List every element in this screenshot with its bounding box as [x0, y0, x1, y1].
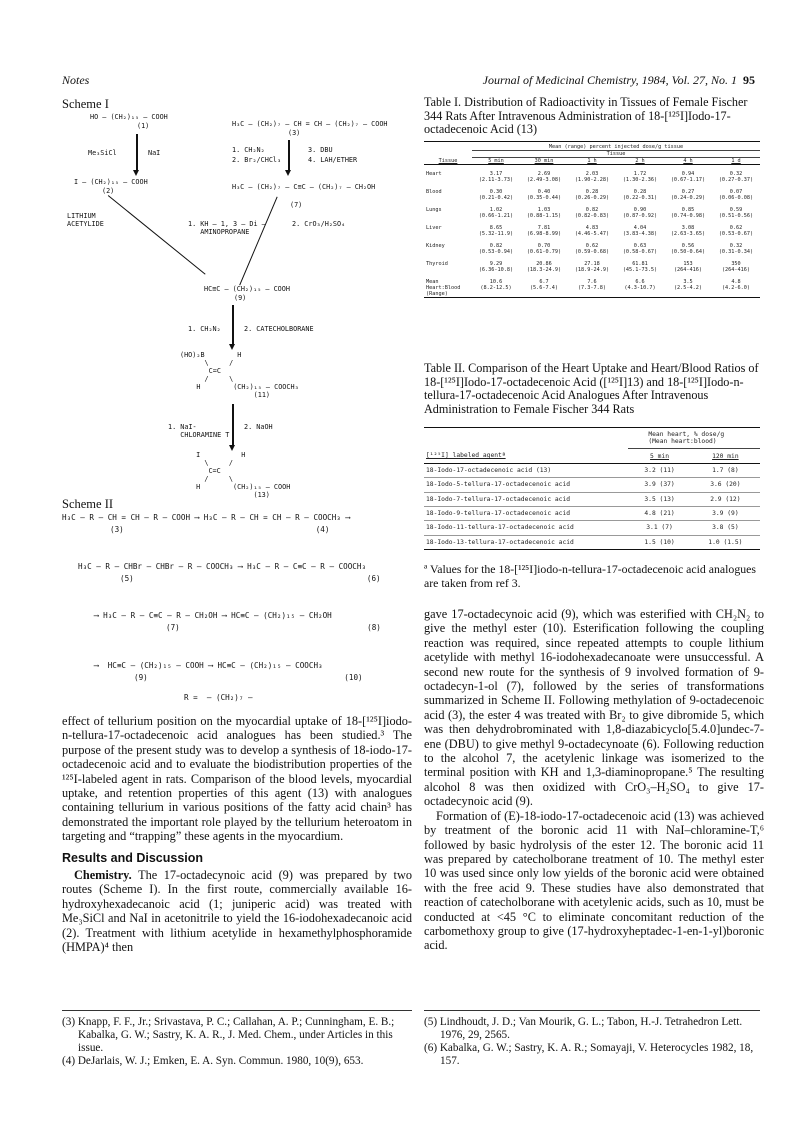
table-1-cell — [616, 219, 664, 237]
reagent-catecholborane: 2. CATECHOLBORANE — [244, 325, 314, 333]
cell-range: (18.9-24.9) — [574, 267, 610, 273]
cell-mean: 8.65 — [489, 225, 503, 231]
cell-mean: 9.29 — [489, 261, 503, 267]
scheme-2-line-3-labels: (7) (8) — [166, 623, 381, 632]
cell-range: (18.3-24.9) — [526, 267, 562, 273]
cell-mean: 27.18 — [584, 261, 600, 267]
table-row — [424, 219, 760, 237]
table-1-cell — [568, 255, 616, 273]
table-1-cell — [616, 201, 664, 219]
cell-mean: 4.04 — [633, 225, 647, 231]
footnote-rule-left — [62, 1010, 412, 1011]
cell-range: (0.82-0.83) — [574, 213, 610, 219]
paragraph-formation: Formation of (E)-18-iodo-17-octadecenoic acid (13) was achieved by treatment of the boronic acid 11 with NaI–chloramine-T,⁶ followed by basic hydrolysis of the ester 12. The boronic acid 11 was prepared by catecholborane treatment of 10. The methyl ester 10 was used since only low yields of the boronic acid were obtained with the free acid 9. These studies have also demonstrated that reaction of catecholborane with acetylenic acids, such as 10, must be conducted at <45 °C to eliminate concomitant reduction of the carbomethoxy group to give (17-hydroxyheptadec-1-en-1-yl)boronic acid. — [424, 808, 764, 953]
table-2-value: 3.6 (20) — [710, 481, 741, 489]
scheme-1-title: Scheme I — [62, 97, 109, 111]
table-row — [424, 183, 760, 201]
cell-range: (0.24-0.29) — [670, 195, 706, 201]
table-row — [424, 165, 760, 184]
table-row — [424, 492, 760, 506]
reagent-cro3: 2. CrO₃/H₂SO₄ — [292, 220, 346, 228]
table-1-span-header: Mean (range) percent injected dose/g tissue — [472, 144, 760, 151]
table-2-value: 2.9 (12) — [710, 495, 741, 503]
cell-range: (8.2-12.5) — [480, 285, 512, 291]
table-1-cell — [568, 273, 616, 298]
cell-mean: 2.69 — [537, 171, 551, 177]
cell-mean: 3.17 — [489, 171, 503, 177]
table-2-group-header: Mean heart, % dose/g (Mean heart:blood) — [628, 428, 760, 449]
cell-range: (0.59-0.68) — [574, 249, 610, 255]
reagent-nai: NaI — [148, 149, 161, 157]
cell-range: (0.06-0.08) — [718, 195, 754, 201]
cell-mean: 1.72 — [633, 171, 647, 177]
table-1-cell — [520, 219, 568, 237]
table-1-col-header: 30 min — [534, 158, 554, 164]
cell-mean: 6.7 — [539, 279, 549, 285]
table-2-footnote: ª Values for the 18-[¹²⁵I]iodo-n-tellura-17-octadecenoic acid analogues are taken from ref 3. — [424, 562, 756, 590]
table-1-cell — [472, 165, 520, 184]
table-1-cell — [568, 183, 616, 201]
cell-range: (5.6-7.4) — [529, 285, 559, 291]
cell-range: (0.87-0.92) — [622, 213, 658, 219]
table-1-cell — [568, 201, 616, 219]
cell-range: (264-416) — [721, 267, 751, 273]
cell-range: (0.88-1.15) — [526, 213, 562, 219]
cell-mean: 350 — [731, 261, 741, 267]
table-1-cell — [472, 273, 520, 298]
cell-range: (0.74-0.98) — [670, 213, 706, 219]
table-1-tissue-name: Mean Heart:Blood (Range) — [426, 279, 461, 297]
table-1-cell — [520, 183, 568, 201]
table-2-value: 1.7 (8) — [712, 466, 739, 474]
scheme-2-line-4: ⟶ HC≡C – (CH₂)₁₅ – COOH ⟶ HC≡C – (CH₂)₁₅ – COOCH₃ — [94, 661, 323, 670]
table-1-cell — [712, 255, 760, 273]
table-2-agent: 18-Iodo-9-tellura-17-octadecenoic acid — [426, 510, 571, 518]
table-2-value: 1.5 (10) — [644, 538, 675, 546]
table-2-value: 1.0 (1.5) — [708, 538, 743, 546]
cell-mean: 0.82 — [585, 207, 599, 213]
table-2-col-agent: [¹²⁵I] labeled agentª — [426, 452, 506, 460]
cell-range: (4.2-6.0) — [721, 285, 751, 291]
table-1-cell — [712, 273, 760, 298]
table-1-cell — [616, 237, 664, 255]
cell-range: (1.30-2.36) — [622, 177, 658, 183]
cell-mean: 7.81 — [537, 225, 551, 231]
table-1-cell — [616, 255, 664, 273]
cell-mean: 0.32 — [729, 243, 743, 249]
cell-mean: 0.94 — [681, 171, 695, 177]
table-row — [424, 506, 760, 520]
table-2-value: 3.5 (13) — [644, 495, 675, 503]
section-heading: Results and Discussion — [62, 850, 204, 865]
table-2-agent: 18-Iodo-17-octadecenoic acid (13) — [426, 466, 552, 474]
cell-range: (0.35-0.44) — [526, 195, 562, 201]
cell-range: (4.46-5.47) — [574, 231, 610, 237]
cell-mean: 153 — [683, 261, 693, 267]
table-1-cell — [616, 273, 664, 298]
compound-7-label: (7) — [290, 201, 303, 209]
cell-mean: 20.86 — [536, 261, 552, 267]
cell-range: (45.1-73.5) — [622, 267, 658, 273]
table-row — [424, 273, 760, 298]
table-2-col-5min: 5 min — [650, 452, 670, 460]
cell-range: (4.3-10.7) — [624, 285, 656, 291]
compound-7: H₃C – (CH₂)₇ – C≡C – (CH₂)₇ – CH₂OH — [232, 183, 376, 191]
table-1-tissue-name: Heart — [426, 171, 442, 177]
footnote-rule-right — [424, 1010, 760, 1011]
paragraph-synthesis: gave 17-octadecynoic acid (9), which was esterified with CH₂N₂ to give the methyl ester (10). Esterification following the coupling reaction was required, since repeated attempts to couple lithium acetylide with methyl 16-iodohexadecanoate were unsuccessful. A second new route for the synthesis of 9 involved formation of 9-octadecyn-1-ol (7), followed by the series of transformations summarized in Scheme II. Following methylation of 9-octadecenoic acid (3), the ester 4 was treated with Br₂ to give dibromide 5, which was then dehydrobrominated with 1,8-diazabicyclo[5.4.0]undec-7-ene (DBU) to give methyl 9-octadecynoate (6). Following reduction to the alcohol 7, the acetylenic linkage was isomerized to the terminal position with KH and 1,3-diaminopropane.⁵ The resulting alcohol 8 was then oxidized with CrO₃–H₂SO₄ to give 17-octadecynoic acid (9). — [424, 607, 764, 809]
table-row — [424, 237, 760, 255]
compound-2-label: (2) — [102, 187, 115, 195]
paragraph-intro: effect of tellurium position on the myocardial uptake of 18-[¹²⁵I]iodo-n-tellura-17-octadecenoic acid analogues has been studied.³ The purpose of the present study was to develop a synthesis of 18-iodo-17-octadecenoic acid and to evaluate the biodistribution properties of the ¹²⁵I-labeled agent in rats. Comparison of the blood levels, myocardial uptake, and retention properties of this agent (13) with analogues containing tellurium in various positions of the fatty acid chain³ has demonstrated the important role played by the tellurium heteroatom in targeting and “trapping” these agents in the myocardium. — [62, 714, 412, 844]
table-1-cell — [472, 255, 520, 273]
scheme-2-line-4-labels: (9) (10) — [134, 673, 363, 682]
cell-range: (264-416) — [673, 267, 703, 273]
cell-mean: 6.6 — [635, 279, 645, 285]
table-1-cell — [616, 183, 664, 201]
cell-mean: 4.8 — [731, 279, 741, 285]
cell-mean: 0.30 — [489, 189, 503, 195]
scheme-2-line-1-labels: (3) (4) — [110, 525, 330, 534]
compound-3: H₃C – (CH₂)₇ – CH = CH – (CH₂)₇ – COOH — [232, 120, 388, 128]
arrow-7-to-9 — [239, 196, 278, 285]
cell-range: (2.49-3.08) — [526, 177, 562, 183]
cell-range: (0.58-0.67) — [622, 249, 658, 255]
table-1-tissue-name: Thyroid — [426, 261, 448, 267]
cell-mean: 3.5 — [683, 279, 693, 285]
scheme-2-title: Scheme II — [62, 497, 114, 511]
table-1-cell — [520, 255, 568, 273]
table-1-cell — [664, 183, 712, 201]
table-1-cell — [664, 273, 712, 298]
left-body-text — [62, 714, 412, 955]
table-2-agent: 18-Iodo-13-tellura-17-octadecenoic acid — [426, 538, 574, 546]
table-row — [424, 255, 760, 273]
cell-mean: 0.90 — [633, 207, 647, 213]
cell-range: (0.51-0.56) — [718, 213, 754, 219]
table-1-caption: Table I. Distribution of Radioactivity in Tissues of Female Fischer 344 Rats After Intravenous Administration of 18-[¹²⁵I]Iodo-17-octadecenoic Acid (13) — [424, 95, 748, 137]
table-2-value: 3.8 (5) — [712, 524, 739, 532]
cell-mean: 0.85 — [681, 207, 695, 213]
cell-mean: 0.63 — [633, 243, 647, 249]
arrow-11-to-13 — [232, 404, 234, 446]
table-1-top-rule — [424, 141, 760, 142]
table-row — [424, 521, 760, 535]
table-1-tissue-header: Tissue — [472, 151, 760, 158]
reagent-kh-diaminopropane: 1. KH – 1, 3 – Di – AMINOPROPANE — [188, 220, 266, 236]
cell-range: (0.31-0.34) — [718, 249, 754, 255]
cell-range: (0.26-0.29) — [574, 195, 610, 201]
page-number: 95 — [743, 73, 755, 87]
cell-mean: 0.28 — [585, 189, 599, 195]
footnotes-left — [62, 1016, 412, 1068]
table-2-value: 3.1 (7) — [646, 524, 673, 532]
footnote-3: (3) Knapp, F. F., Jr.; Srivastava, P. C.; Callahan, A. P.; Cunningham, E. B.; Kabalka, G. W.; Sastry, K. A. R., J. Med. Chem., under Articles in this issue. — [62, 1016, 395, 1054]
table-1-cell — [712, 183, 760, 201]
cell-range: (6.36-10.8) — [478, 267, 514, 273]
reagent-dbu: 3. DBU — [308, 146, 333, 154]
table-1-cell — [616, 165, 664, 184]
reagent-br2: 2. Br₂/CHCl₃ — [232, 156, 282, 164]
cell-range: (2.11-3.73) — [478, 177, 514, 183]
table-1-cell — [664, 255, 712, 273]
table-1-cell — [568, 165, 616, 184]
table-2-caption: Table II. Comparison of the Heart Uptake and Heart/Blood Ratios of 18-[¹²⁵I]Iodo-17-octadecenoic Acid ([¹²⁵I]13) and 18-[¹²⁵I]Iodo-n-tellura-17-octadecenoic Acid Analogues After Intravenous Administration to Female Fischer 344 Rats — [424, 361, 759, 416]
cell-mean: 3.08 — [681, 225, 695, 231]
table-1-cell — [520, 201, 568, 219]
reagent-nai-chloramine: 1. NaI- CHLORAMINE T — [168, 423, 230, 439]
table-2-value: 3.2 (11) — [644, 466, 675, 474]
compound-3-label: (3) — [288, 129, 301, 137]
cell-range: (1.90-2.28) — [574, 177, 610, 183]
footnote-4: (4) DeJarlais, W. J.; Emken, E. A. Syn. Commun. 1980, 10(9), 653. — [62, 1055, 364, 1067]
table-1-cell — [664, 219, 712, 237]
table-row — [424, 478, 760, 492]
cell-mean: 0.59 — [729, 207, 743, 213]
scheme-2-r-definition: R = – (CH₂)₇ – — [184, 693, 253, 702]
cell-mean: 0.82 — [489, 243, 503, 249]
reagent-naoh: 2. NaOH — [244, 423, 273, 431]
cell-mean: 0.07 — [729, 189, 743, 195]
footnote-5: (5) Lindhoudt, J. D.; Van Mourik, G. L.; Tabon, H.-J. Tetrahedron Lett. 1976, 29, 2565. — [424, 1016, 743, 1041]
cell-range: (0.66-1.21) — [478, 213, 514, 219]
table-row — [424, 201, 760, 219]
cell-range: (0.21-0.42) — [478, 195, 514, 201]
cell-range: (0.53-0.67) — [718, 231, 754, 237]
table-2-agent: 18-Iodo-7-tellura-17-octadecenoic acid — [426, 495, 571, 503]
chemistry-text: The 17-octadecynoic acid (9) was prepared by two routes (Scheme I). In the first route, commercially available 16-hydroxyhexadecanoic acid (1; juniperic acid) was treated with Me₃SiCl and NaI in acetonitrile to yield the 16-iodohexadecanoic acid (2). Treatment with lithium acetylide in hexamethylphosphoramide (HMPA)⁴ then — [62, 868, 412, 955]
table-1-tissue-name: Blood — [426, 189, 442, 195]
cell-range: (2.5-4.2) — [673, 285, 703, 291]
journal-citation: Journal of Medicinal Chemistry, 1984, Vol. 27, No. 1 — [482, 73, 737, 87]
footnotes-right — [424, 1016, 760, 1068]
cell-range: (0.27-0.37) — [718, 177, 754, 183]
compound-13: I H \ / C=C / \ H (CH₂)₁₅ – COOH (13) — [196, 451, 291, 499]
compound-1-label: (1) — [137, 122, 150, 130]
compound-9-label: (9) — [234, 294, 247, 302]
cell-mean: 0.40 — [537, 189, 551, 195]
table-1-cell — [472, 219, 520, 237]
cell-range: (0.53-0.94) — [478, 249, 514, 255]
cell-mean: 2.03 — [585, 171, 599, 177]
cell-mean: 1.03 — [537, 207, 551, 213]
cell-mean: 0.62 — [585, 243, 599, 249]
table-1-cell — [472, 201, 520, 219]
cell-range: (0.22-0.31) — [622, 195, 658, 201]
scheme-2-line-2-labels: (5) (6) — [120, 574, 381, 583]
compound-11: (HO)₂B H \ / C=C / \ H (CH₂)₁₅ – COOCH₃ (11) — [180, 351, 299, 399]
reagent-lithium-acetylide: LITHIUM ACETYLIDE — [67, 212, 104, 228]
cell-range: (2.63-3.65) — [670, 231, 706, 237]
cell-range: (0.61-0.79) — [526, 249, 562, 255]
table-1-cell — [712, 219, 760, 237]
arrow-9-to-11 — [232, 305, 234, 345]
table-1-cell — [520, 237, 568, 255]
reagent-ch2n2-b: 1. CH₂N₂ — [188, 325, 221, 333]
compound-2: I – (CH₂)₁₅ – COOH — [74, 178, 148, 186]
cell-range: (7.3-7.8) — [577, 285, 607, 291]
table-1-tissue-name: Lungs — [426, 207, 442, 213]
cell-range: (6.98-8.99) — [526, 231, 562, 237]
compound-1: HO – (CH₂)₁₅ – COOH — [90, 113, 168, 121]
table-1-cell — [472, 237, 520, 255]
run-in-heading: Chemistry. — [74, 868, 132, 883]
table-2-value: 4.8 (21) — [644, 510, 675, 518]
table-1-cell — [664, 201, 712, 219]
cell-mean: 0.32 — [729, 171, 743, 177]
arrow-3-to-7 — [288, 140, 290, 171]
table-1-cell — [472, 183, 520, 201]
table-1-tissue-name: Kidney — [426, 243, 445, 249]
table-2-col-120min: 120 min — [712, 452, 739, 460]
cell-mean: 0.28 — [633, 189, 647, 195]
scheme-2-line-3: ⟶ H₃C – R – C≡C – R – CH₂OH ⟶ HC≡C – (CH₂)₁₅ – CH₂OH — [94, 611, 332, 620]
arrow-1-to-2 — [136, 134, 138, 171]
running-header-right — [465, 73, 755, 88]
table-1-cell — [712, 165, 760, 184]
table-2-agent: 18-Iodo-5-tellura-17-octadecenoic acid — [426, 481, 571, 489]
table-1-col-header: 2 h — [635, 158, 645, 164]
cell-mean: 0.70 — [537, 243, 551, 249]
cell-mean: 0.56 — [681, 243, 695, 249]
cell-mean: 7.6 — [587, 279, 597, 285]
table-1 — [424, 144, 760, 298]
scheme-2-line-2: H₃C – R – CHBr – CHBr – R – COOCH₃ ⟶ H₃C – R – C≡C – R – COOCH₃ — [78, 562, 367, 571]
cell-range: (5.32-11.9) — [478, 231, 514, 237]
paragraph-chemistry — [62, 868, 412, 954]
table-2-agent: 18-Iodo-11-tellura-17-octadecenoic acid — [426, 524, 574, 532]
table-1-col-header: 1 h — [587, 158, 597, 164]
reagent-ch2n2: 1. CH₂N₂ — [232, 146, 265, 154]
table-1-cell — [520, 165, 568, 184]
reagent-lah: 4. LAH/ETHER — [308, 156, 358, 164]
scheme-2-line-1: H₃C – R – CH = CH – R – COOH ⟶ H₃C – R – CH = CH – R – COOCH₃ ⟶ — [62, 513, 351, 522]
table-1-col-header: 1 d — [731, 158, 741, 164]
table-2-value: 3.9 (9) — [712, 510, 739, 518]
table-1-cell — [520, 273, 568, 298]
cell-range: (3.83-4.38) — [622, 231, 658, 237]
table-row — [424, 535, 760, 549]
cell-mean: 1.02 — [489, 207, 503, 213]
table-2 — [424, 427, 760, 550]
cell-mean: 0.62 — [729, 225, 743, 231]
cell-range: (0.67-1.17) — [670, 177, 706, 183]
table-1-cell — [664, 237, 712, 255]
right-body-text — [424, 607, 764, 953]
table-2-value: 3.9 (37) — [644, 481, 675, 489]
table-1-col-header: 4 h — [683, 158, 693, 164]
table-1-cell — [568, 219, 616, 237]
table-1-cell — [712, 237, 760, 255]
cell-mean: 4.83 — [585, 225, 599, 231]
table-row — [424, 463, 760, 477]
reagent-me3sicl: Me₃SiCl — [88, 149, 117, 157]
cell-range: (0.50-0.64) — [670, 249, 706, 255]
footnote-6: (6) Kabalka, G. W.; Sastry, K. A. R.; Somayaji, V. Heterocycles 1982, 18, 157. — [424, 1042, 754, 1067]
cell-mean: 10.6 — [489, 279, 503, 285]
table-1-cell — [568, 237, 616, 255]
table-1-col-header: Tissue — [438, 157, 458, 164]
cell-mean: 0.27 — [681, 189, 695, 195]
table-1-tissue-name: Liver — [426, 225, 442, 231]
table-1-col-header: 5 min — [488, 158, 504, 164]
table-1-cell — [712, 201, 760, 219]
compound-9: HC≡C – (CH₂)₁₅ – COOH — [204, 285, 290, 293]
running-header-left: Notes — [62, 73, 90, 87]
table-1-cell — [664, 165, 712, 184]
cell-mean: 61.81 — [632, 261, 648, 267]
